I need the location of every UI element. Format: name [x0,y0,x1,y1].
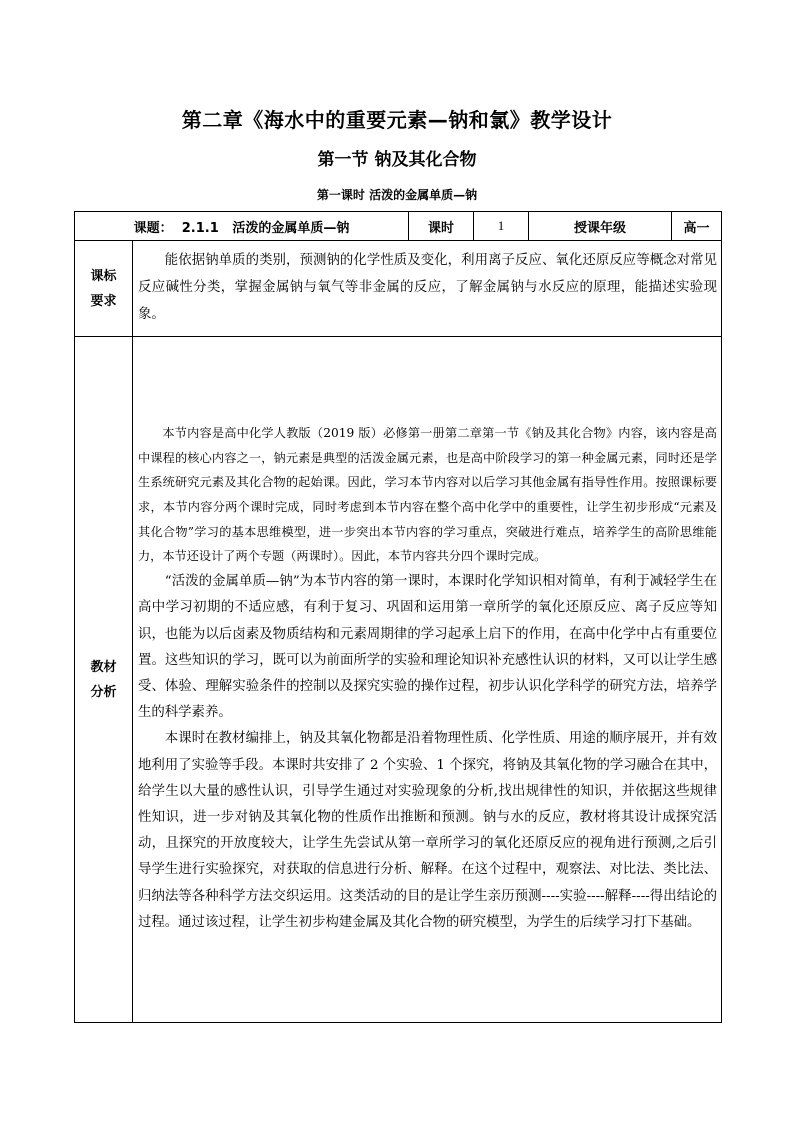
period-label: 课时 [409,212,474,241]
analysis-paragraph: “活泼的金属单质—钠”为本节内容的第一课时，本课时化学知识相对简单，有利于减轻学生在高中学习初期的不适应感，有利于复习、巩固和运用第一章所学的氧化还原反应、离子反应等知识，也能为以后卤素及物质结构和元素周期律的学习起承上启下的作用，在高中化学中占有重要位置。这些知识的学习，既可以为前面所学的实验和理论知识补充感性认识的材料，又可以让学生感受、体验、理解实验条件的控制以及探究实验的操作过程，初步认识化学科学的研究方法，培养学生的科学素养。 [138,574,717,721]
requirements-label [75,241,133,337]
requirements-content [133,241,722,337]
analysis-row [75,337,722,1023]
analysis-content [133,337,722,1023]
requirements-label-line2: 要求 [90,293,117,309]
analysis-paragraph: 本课时在教材编排上，钠及其氧化物都是沿着物理性质、化学性质、用途的顺序展开，并有效地利用了实验等手段。本课时共安排了 2 个实验、1 个探究，将钠及其氧化物的学习融合在其中，给学生以大量的感性认识，引导学生通过对实验现象的分析,找出规律性的知识，并依据这些规律性知识，进一步对钠及其氧化物的性质作出推断和预测。钠与水的反应，教材将其设计成探究活动，且探究的开放度较大，让学生先尝试从第一章所学习的氧化还原反应的视角进行预测,之后引导学生进行实验探究，对获取的信息进行分析、解释。在这个过程中，观察法、对比法、类比法、归纳法等各种科学方法交织运用。这类活动的目的是让学生亲历预测----实验----解释----得出结论的过程。通过该过程，让学生初步构建金属及其化合物的研究模型，为学生的后续学习打下基础。 [138,731,717,930]
topic-label: 课题： [133,220,173,236]
section-title: 第一节 钠及其化合物 [317,150,477,170]
analysis-label-line2: 分析 [90,684,117,700]
requirements-row [75,241,722,337]
table-header-row [75,212,722,241]
topic-cell [75,212,409,241]
grade-label: 授课年级 [529,212,672,241]
document-title: 第二章《海水中的重要元素—钠和氯》教学设计 [181,108,613,132]
analysis-label [75,337,133,1023]
analysis-label-line1: 教材 [90,659,117,675]
lesson-plan-table [74,211,722,1023]
requirements-text: 能依据钠单质的类别，预测钠的化学性质及变化，利用离子反应、氧化还原反应等概念对常见反应碱性分类，掌握金属钠与氧气等非金属的反应，了解金属钠与水反应的原理，能描述实验现象。 [138,252,717,322]
analysis-paragraph: 本节内容是高中化学人教版（2019 版）必修第一册第二章第一节《钠及其化合物》内容，该内容是高中课程的核心内容之一，钠元素是典型的活泼金属元素，也是高中阶段学习的第一种金属元素，同时还是学生系统研究元素及其化合物的起始课。因此，学习本节内容对以后学习其他金属有指导性作用。按照课标要求，本节内容分两个课时完成，同时考虑到本节内容在整个高中化学中的重要性，让学生初步形成“元素及其化合物”学习的基本思维模型，进一步突出本节内容的学习重点，突破进行难点，培养学生的高阶思维能力，本节还设计了两个专题（两课时）。因此，本节内容共分四个课时完成。 [138,425,717,564]
grade-value: 高一 [672,212,722,241]
requirements-label-line1: 课标 [90,268,117,284]
topic-name: 活泼的金属单质—钠 [232,220,350,236]
topic-code: 2.1.1 [181,220,219,236]
lesson-title: 第一课时 活泼的金属单质—钠 [316,188,478,202]
period-value: 1 [474,212,529,241]
